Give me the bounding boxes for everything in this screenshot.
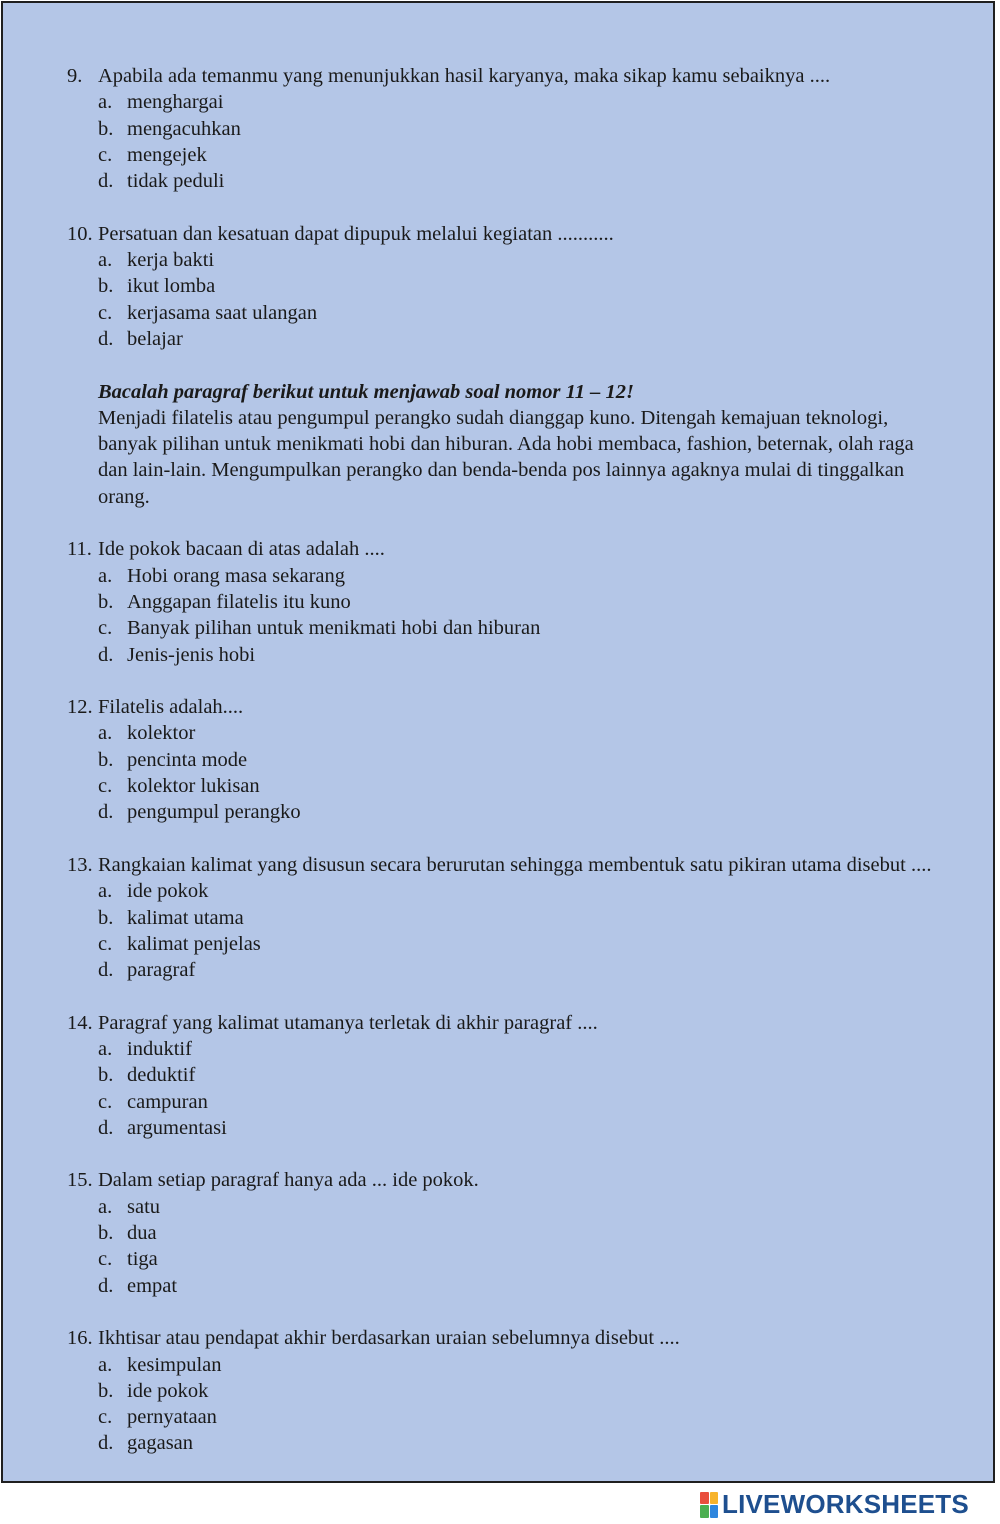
option-text: belajar: [127, 327, 183, 350]
liveworksheets-brand[interactable]: [700, 1489, 969, 1520]
option-text: kolektor: [127, 722, 196, 745]
answer-option-b[interactable]: [67, 273, 947, 299]
answer-option-a[interactable]: [67, 878, 947, 904]
option-letter: b.: [98, 117, 114, 140]
answer-option-d[interactable]: [67, 799, 947, 825]
option-text: Banyak pilihan untuk menikmati hobi dan hiburan: [127, 617, 541, 640]
answer-option-c[interactable]: [67, 300, 947, 326]
option-text: kesimpulan: [127, 1353, 222, 1376]
question-number: 16.: [67, 1327, 93, 1350]
question-stem: [67, 63, 947, 89]
question-text: Rangkaian kalimat yang disusun secara berurutan sehingga membentuk satu pikiran utama disebut ....: [98, 853, 932, 876]
option-letter: b.: [98, 1222, 114, 1245]
question-stem: [67, 694, 947, 720]
option-letter: c.: [98, 143, 113, 166]
answer-option-c[interactable]: [67, 1246, 947, 1272]
answer-option-d[interactable]: [67, 1115, 947, 1141]
option-letter: d.: [98, 1116, 114, 1139]
question-number: 11.: [67, 538, 92, 561]
option-text: satu: [127, 1195, 161, 1218]
reading-passage: [98, 379, 947, 510]
option-letter: d.: [98, 959, 114, 982]
answer-options: [67, 1036, 947, 1141]
option-text: ikut lomba: [127, 275, 216, 298]
option-text: ide pokok: [127, 1379, 209, 1402]
answer-options: [67, 563, 947, 668]
option-letter: c.: [98, 932, 113, 955]
answer-option-a[interactable]: [67, 563, 947, 589]
answer-option-a[interactable]: [67, 1036, 947, 1062]
brand-name: LIVEWORKSHEETS: [722, 1489, 969, 1519]
option-text: pernyataan: [127, 1406, 217, 1429]
option-letter: b.: [98, 1379, 114, 1402]
answer-option-c[interactable]: [67, 142, 947, 168]
option-letter: a.: [98, 249, 113, 272]
option-text: kerja bakti: [127, 249, 215, 272]
option-letter: d.: [98, 170, 114, 193]
option-letter: c.: [98, 1406, 113, 1429]
question-15: [67, 1167, 947, 1298]
option-text: Jenis-jenis hobi: [127, 643, 256, 666]
answer-option-a[interactable]: [67, 247, 947, 273]
question-text: Persatuan dan kesatuan dapat dipupuk melalui kegiatan ...........: [98, 222, 614, 245]
question-16: [67, 1325, 947, 1456]
answer-option-c[interactable]: [67, 773, 947, 799]
option-text: pencinta mode: [127, 748, 248, 771]
option-text: campuran: [127, 1090, 208, 1113]
option-letter: d.: [98, 801, 114, 824]
liveworksheets-logo-icon: [700, 1492, 718, 1518]
question-stem: [67, 1010, 947, 1036]
option-letter: c.: [98, 301, 113, 324]
question-13: [67, 852, 947, 983]
option-text: ide pokok: [127, 880, 209, 903]
option-letter: b.: [98, 275, 114, 298]
answer-option-a[interactable]: [67, 1352, 947, 1378]
question-12: [67, 694, 947, 825]
option-text: kalimat penjelas: [127, 932, 261, 955]
question-number: 9.: [67, 65, 83, 87]
worksheet-content: [67, 63, 947, 1483]
question-number: 14.: [67, 1011, 93, 1034]
answer-option-b[interactable]: [67, 589, 947, 615]
option-letter: a.: [98, 564, 113, 587]
option-text: dua: [127, 1222, 157, 1245]
answer-option-b[interactable]: [67, 905, 947, 931]
answer-option-d[interactable]: [67, 1430, 947, 1456]
option-letter: a.: [98, 1195, 113, 1218]
answer-option-b[interactable]: [67, 1220, 947, 1246]
question-text: Dalam setiap paragraf hanya ada ... ide pokok.: [98, 1169, 479, 1192]
option-text: gagasan: [127, 1432, 194, 1455]
option-text: kerjasama saat ulangan: [127, 301, 318, 324]
option-letter: b.: [98, 748, 114, 771]
option-letter: d.: [98, 1432, 114, 1455]
question-text: Apabila ada temanmu yang menunjukkan hasil karyanya, maka sikap kamu sebaiknya ....: [98, 65, 831, 87]
answer-options: [67, 89, 947, 194]
answer-options: [67, 720, 947, 825]
question-number: 13.: [67, 853, 93, 876]
option-text: tiga: [127, 1248, 158, 1271]
question-stem: [67, 221, 947, 247]
question-stem: [67, 852, 947, 878]
passage-instruction: Bacalah paragraf berikut untuk menjawab soal nomor 11 – 12!: [98, 380, 634, 403]
answer-option-c[interactable]: [67, 1089, 947, 1115]
answer-options: [67, 1194, 947, 1299]
option-letter: d.: [98, 327, 114, 350]
question-stem: [67, 1167, 947, 1193]
question-stem: [67, 536, 947, 562]
option-text: menghargai: [127, 91, 224, 114]
option-text: induktif: [127, 1037, 192, 1060]
answer-option-a[interactable]: [67, 1194, 947, 1220]
answer-options: [67, 247, 947, 352]
answer-option-b[interactable]: [67, 116, 947, 142]
option-text: empat: [127, 1274, 178, 1297]
answer-option-d[interactable]: [67, 642, 947, 668]
question-11: [67, 536, 947, 667]
answer-options: [67, 1352, 947, 1457]
answer-option-b[interactable]: [67, 747, 947, 773]
option-letter: b.: [98, 590, 114, 613]
answer-option-d[interactable]: [67, 168, 947, 194]
option-text: kalimat utama: [127, 906, 244, 929]
option-letter: a.: [98, 91, 113, 114]
answer-option-d[interactable]: [67, 957, 947, 983]
option-letter: a.: [98, 1037, 113, 1060]
option-text: deduktif: [127, 1064, 196, 1087]
answer-options: [67, 878, 947, 983]
option-letter: c.: [98, 1090, 113, 1113]
question-text: Ikhtisar atau pendapat akhir berdasarkan uraian sebelumnya disebut ....: [98, 1327, 680, 1350]
option-text: paragraf: [127, 959, 196, 982]
option-letter: a.: [98, 722, 113, 745]
question-10: [67, 221, 947, 352]
question-text: Paragraf yang kalimat utamanya terletak di akhir paragraf ....: [98, 1011, 598, 1034]
option-letter: c.: [98, 617, 113, 640]
answer-option-c[interactable]: [67, 1404, 947, 1430]
option-text: Hobi orang masa sekarang: [127, 564, 346, 587]
question-14: [67, 1010, 947, 1141]
passage-text: Menjadi filatelis atau pengumpul perangko sudah dianggap kuno. Ditengah kemajuan teknologi, banyak pilihan untuk menikmati hobi dan hiburan. Ada hobi membaca, fashion, beternak, olah raga dan lain-lain. Mengumpulkan perangko dan benda-benda pos lainnya agaknya mulai di tinggalkan orang.: [98, 406, 914, 508]
question-number: 15.: [67, 1169, 93, 1192]
answer-option-c[interactable]: [67, 931, 947, 957]
option-text: kolektor lukisan: [127, 775, 260, 798]
answer-option-a[interactable]: [67, 89, 947, 115]
option-letter: c.: [98, 1248, 113, 1271]
answer-option-d[interactable]: [67, 326, 947, 352]
question-9: [67, 63, 947, 194]
answer-option-a[interactable]: [67, 720, 947, 746]
option-text: Anggapan filatelis itu kuno: [127, 590, 351, 613]
option-letter: b.: [98, 906, 114, 929]
worksheet-panel: [1, 1, 995, 1483]
question-text: Filatelis adalah....: [98, 696, 244, 719]
option-text: tidak peduli: [127, 170, 225, 193]
answer-option-d[interactable]: [67, 1273, 947, 1299]
option-text: mengejek: [127, 143, 207, 166]
question-number: 10.: [67, 222, 93, 245]
option-letter: d.: [98, 643, 114, 666]
question-number: 12.: [67, 696, 93, 719]
option-letter: a.: [98, 880, 113, 903]
option-text: mengacuhkan: [127, 117, 241, 140]
option-letter: d.: [98, 1274, 114, 1297]
option-text: argumentasi: [127, 1116, 227, 1139]
question-stem: [67, 1325, 947, 1351]
option-letter: c.: [98, 775, 113, 798]
option-text: pengumpul perangko: [127, 801, 301, 824]
option-letter: b.: [98, 1064, 114, 1087]
answer-option-c[interactable]: [67, 615, 947, 641]
option-letter: a.: [98, 1353, 113, 1376]
answer-option-b[interactable]: [67, 1062, 947, 1088]
answer-option-b[interactable]: [67, 1378, 947, 1404]
question-text: Ide pokok bacaan di atas adalah ....: [98, 538, 385, 561]
